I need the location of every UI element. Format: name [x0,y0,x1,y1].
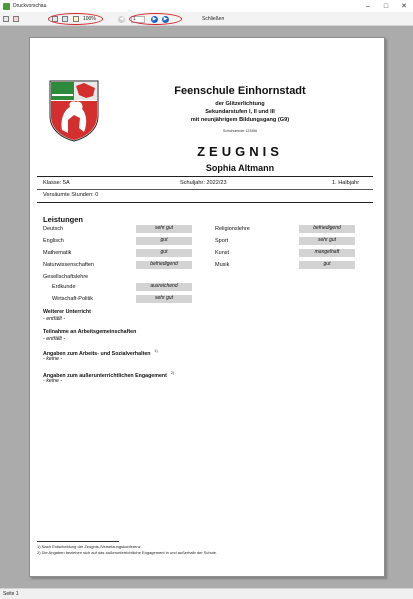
print-icon[interactable] [3,15,9,23]
section-sozialverhalten: Angaben zum Arbeits- und Sozialverhalten $^{1)}$ [43,349,158,357]
section-value: - keine - [43,356,63,362]
subject-name: Englisch [43,238,64,244]
subject-name: Religionslehre [215,226,250,232]
section-value: - entfällt - [43,316,66,322]
grade-field: ausreichend [136,283,192,291]
grade-field: gut [136,237,192,245]
divider [37,176,373,177]
statusbar [0,588,413,599]
section-value: - entfällt - [43,336,66,342]
section-leistungen: Leistungen [43,215,84,224]
grade-field: sehr gut [136,225,192,233]
class-info: Klasse: 5A [43,180,70,186]
term-info: 1. Halbjahr [332,180,360,186]
student-name: Sophia Altmann [205,163,275,173]
section-weiterer-unterricht: Weiterer Unterricht [43,309,91,315]
grade-field: gut [136,249,192,257]
zoom-level[interactable]: 100% [83,16,96,22]
report-title: ZEUGNIS [197,144,283,159]
divider [37,189,373,190]
page-status: Seite 1 [3,591,19,597]
preview-canvas [0,27,413,588]
footnote: 1) Nach Entscheidung der Zeugnis-/Versetzungskonferenz. [37,544,142,549]
subject-name: Kunst [215,250,230,256]
grade-field: gut [299,261,355,269]
footnote-marker: 2) [170,371,175,375]
footnote: 2) Die Angaben beziehen sich auf das außerunterrichtliche Engagement in und außerhalb der Schule. [37,550,218,555]
subject-group-label: Gesellschaftslehre [43,274,89,280]
grade-field: sehr gut [136,295,192,303]
schoolyear-info: Schuljahr: 2022/23 [180,180,227,186]
report-page [29,37,385,577]
subject-name: Wirtschaft-Politik [52,296,93,302]
page-input[interactable]: 1 [131,15,145,23]
grade-field: mangelhaft [299,249,355,257]
school-name: Feenschule Einhornstadt [174,85,306,97]
school-subtitle-3: mit neunjährigem Bildungsgang (G9) [190,117,290,123]
maximize-icon[interactable]: □ [383,2,389,10]
subject-name: Deutsch [43,226,64,232]
export-pdf-icon[interactable] [13,15,19,23]
preview-toolbar [0,12,413,26]
section-arbeitsgemeinschaften: Teilnahme an Arbeitsgemeinschaften [43,329,137,335]
subject-name: Erdkunde [52,284,76,290]
footnote-divider [37,541,119,542]
grade-field: befriedigend [136,261,192,269]
missed-hours: Versäumte Stunden: 0 [43,192,99,198]
first-page-icon[interactable]: ◀ [119,15,124,22]
footnote-marker: 1) [154,349,158,353]
school-number: Schulnummer 123456 [222,129,258,133]
close-preview-button[interactable]: Schließen [202,16,225,22]
grade-field: befriedigend [299,225,355,233]
window-title: Druckvorschau [13,3,47,9]
highlight-oval-zoom [48,13,103,25]
school-subtitle-1: der Glitzerlichtung [215,101,265,107]
school-subtitle-2: Sekundarstufen I, II und III [205,109,275,115]
grade-field: sehr gut [299,237,355,245]
subject-name: Mathematik [43,250,72,256]
subject-name: Musik [215,262,230,268]
last-page-icon[interactable]: ▶ [163,15,168,22]
window-titlebar [0,0,413,12]
next-page-icon[interactable]: ▶ [152,15,157,22]
section-value: - keine - [43,378,63,384]
minimize-icon[interactable]: – [366,2,370,10]
school-crest-logo [46,78,102,142]
section-engagement: Angaben zum außerunterrichtlichen Engagement $^{2)}$ [43,371,175,379]
close-icon[interactable]: ✕ [401,3,407,10]
divider [37,202,373,203]
app-icon [3,3,10,10]
subject-name: Sport [215,238,229,244]
highlight-oval-navigation [129,13,182,25]
subject-name: Naturwissenschaften [43,262,95,268]
